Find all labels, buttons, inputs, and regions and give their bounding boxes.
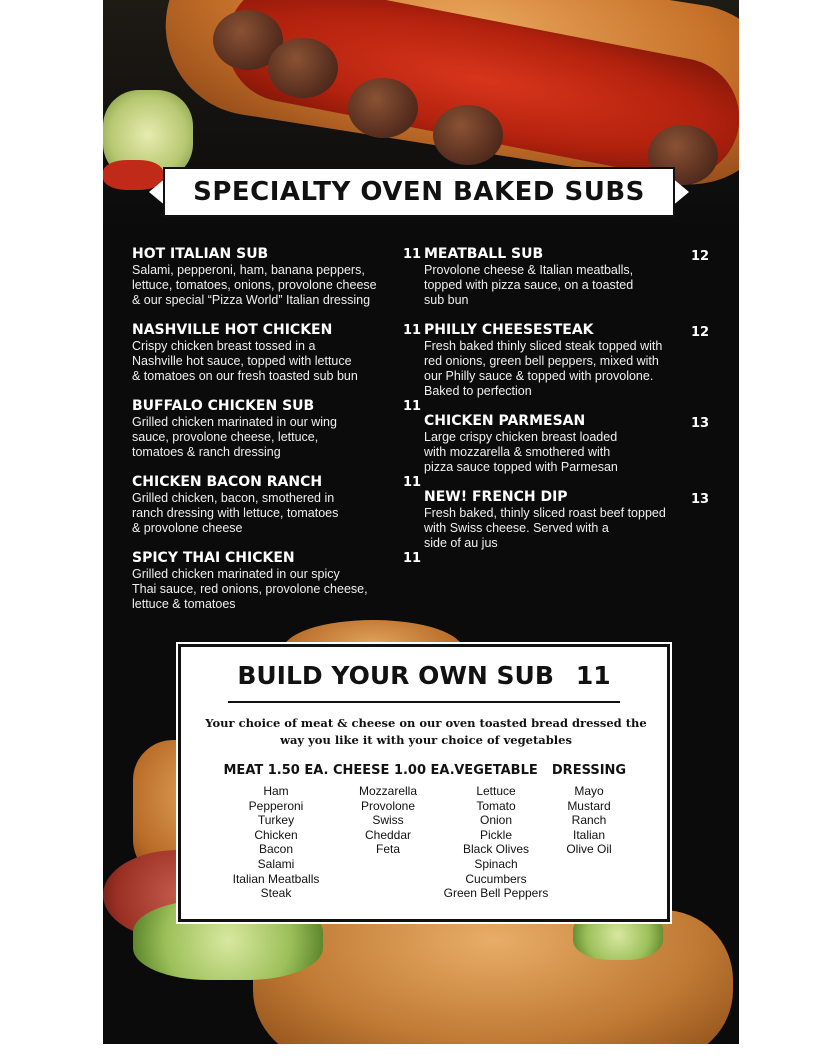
option-item: Swiss xyxy=(372,813,404,828)
column-heading: CHEESE 1.00 EA. xyxy=(333,763,455,778)
meatball xyxy=(348,78,418,138)
item-desc-line: tomatoes & ranch dressing xyxy=(132,445,281,459)
item-desc-line: lettuce & tomatoes xyxy=(132,597,236,611)
item-desc-line: our Philly sauce & topped with provolone. xyxy=(424,369,654,383)
item-desc-line: Thai sauce, red onions, provolone cheese, xyxy=(132,582,368,596)
build-subtitle-line: way you like it with your choice of vegetables xyxy=(280,733,572,747)
item-price: 13 xyxy=(691,492,710,507)
divider xyxy=(228,701,620,703)
option-item: Cheddar xyxy=(364,827,412,842)
option-item: Black Olives xyxy=(462,842,530,857)
option-item: Chicken xyxy=(254,827,298,842)
item-desc-line: Fresh baked, thinly sliced roast beef topped xyxy=(424,506,666,520)
section-banner xyxy=(163,167,675,217)
item-desc-line: Grilled chicken marinated in our wing xyxy=(132,415,337,429)
item-name: SPICY THAI CHICKEN xyxy=(132,550,295,566)
item-desc-line: pizza sauce topped with Parmesan xyxy=(424,460,618,474)
build-title-row xyxy=(181,661,667,690)
meatball xyxy=(433,105,503,165)
option-item: Mayo xyxy=(574,784,604,798)
item-desc-line: red onions, green bell peppers, mixed with xyxy=(424,354,659,368)
option-item: Bacon xyxy=(258,842,294,857)
option-item: Pepperoni xyxy=(248,798,304,813)
item-desc-line: ranch dressing with lettuce, tomatoes xyxy=(132,506,339,520)
menu-item xyxy=(132,246,402,308)
item-price: 11 xyxy=(403,475,422,490)
item-desc-line: Fresh baked thinly sliced steak topped with xyxy=(424,339,663,353)
option-item: Green Bell Peppers xyxy=(443,886,549,901)
build-your-own-panel xyxy=(178,644,670,922)
option-item: Italian xyxy=(572,827,606,842)
vegetable-column xyxy=(436,763,556,901)
item-name: BUFFALO CHICKEN SUB xyxy=(132,398,315,414)
cheese-column xyxy=(333,763,455,857)
build-subtitle-line: Your choice of meat & cheese on our oven toasted bread dressed the xyxy=(205,716,647,730)
item-price: 11 xyxy=(403,247,422,262)
option-item: Ranch xyxy=(571,813,607,828)
item-name: PHILLY CHEESESTEAK xyxy=(424,322,594,338)
build-price: 11 xyxy=(575,661,611,690)
column-heading: DRESSING xyxy=(551,763,627,778)
hero-tomato xyxy=(103,160,163,190)
meatball xyxy=(268,38,338,98)
dressing-column xyxy=(549,763,629,857)
item-desc-line: lettuce, tomatoes, onions, provolone cheese xyxy=(132,278,377,292)
item-desc-line: topped with pizza sauce, on a toasted xyxy=(424,278,634,292)
option-item: Provolone xyxy=(360,798,416,813)
option-item: Cucumbers xyxy=(465,871,527,886)
menu-item xyxy=(132,550,402,612)
option-item: Steak xyxy=(260,886,292,901)
menu-item xyxy=(424,489,686,551)
item-price: 11 xyxy=(403,323,422,338)
column-heading: VEGETABLE xyxy=(454,763,538,778)
item-desc-line: Salami, pepperoni, ham, banana peppers, xyxy=(132,263,365,277)
item-name: NASHVILLE HOT CHICKEN xyxy=(132,322,333,338)
item-desc-line: Grilled chicken marinated in our spicy xyxy=(132,567,340,581)
menu-item xyxy=(424,246,686,308)
item-name: MEATBALL SUB xyxy=(424,246,544,262)
menu-item xyxy=(132,322,402,384)
option-item: Olive Oil xyxy=(566,842,612,857)
option-item: Salami xyxy=(257,856,295,871)
item-price: 11 xyxy=(403,399,422,414)
item-desc-line: Large crispy chicken breast loaded xyxy=(424,430,618,444)
item-desc-line: & provolone cheese xyxy=(132,521,243,535)
option-item: Pickle xyxy=(479,827,512,842)
item-desc-line: Grilled chicken, bacon, smothered in xyxy=(132,491,335,505)
option-item: Tomato xyxy=(476,798,516,813)
item-price: 12 xyxy=(691,325,710,340)
item-name: CHICKEN BACON RANCH xyxy=(132,474,323,490)
option-item: Turkey xyxy=(257,813,295,828)
item-desc-line: Nashville hot sauce, topped with lettuce xyxy=(132,354,352,368)
option-item: Mustard xyxy=(567,798,611,813)
menu-item xyxy=(132,474,402,536)
item-desc-line: & tomatoes on our fresh toasted sub bun xyxy=(132,369,358,383)
option-item: Spinach xyxy=(474,856,518,871)
option-item: Italian Meatballs xyxy=(232,871,320,886)
option-item: Ham xyxy=(263,784,289,798)
item-desc-line: side of au jus xyxy=(424,536,498,550)
option-item: Mozzarella xyxy=(358,784,418,798)
build-title: BUILD YOUR OWN SUB xyxy=(237,661,554,690)
column-heading: MEAT 1.50 EA. xyxy=(223,763,329,778)
item-desc-line: Crispy chicken breast tossed in a xyxy=(132,339,316,353)
item-name: CHICKEN PARMESAN xyxy=(424,413,586,429)
option-item: Lettuce xyxy=(476,784,516,798)
item-name: HOT ITALIAN SUB xyxy=(132,246,269,262)
item-desc-line: with mozzarella & smothered with xyxy=(424,445,611,459)
meat-column xyxy=(221,763,331,901)
item-price: 13 xyxy=(691,416,710,431)
item-price: 11 xyxy=(403,551,422,566)
item-desc-line: with Swiss cheese. Served with a xyxy=(424,521,609,535)
item-desc-line: sub bun xyxy=(424,293,469,307)
option-item: Onion xyxy=(479,813,513,828)
section-title: SPECIALTY OVEN BAKED SUBS xyxy=(193,177,645,207)
item-price: 12 xyxy=(691,249,710,264)
item-desc-line: Provolone cheese & Italian meatballs, xyxy=(424,263,634,277)
menu-item xyxy=(132,398,402,460)
menu-item xyxy=(424,322,686,399)
item-name: NEW! FRENCH DIP xyxy=(424,489,568,505)
item-desc-line: Baked to perfection xyxy=(424,384,532,398)
menu-item xyxy=(424,413,686,475)
item-desc-line: sauce, provolone cheese, lettuce, xyxy=(132,430,319,444)
option-item: Feta xyxy=(375,842,400,857)
item-desc-line: & our special “Pizza World” Italian dressing xyxy=(132,293,371,307)
build-subtitle xyxy=(201,715,651,749)
